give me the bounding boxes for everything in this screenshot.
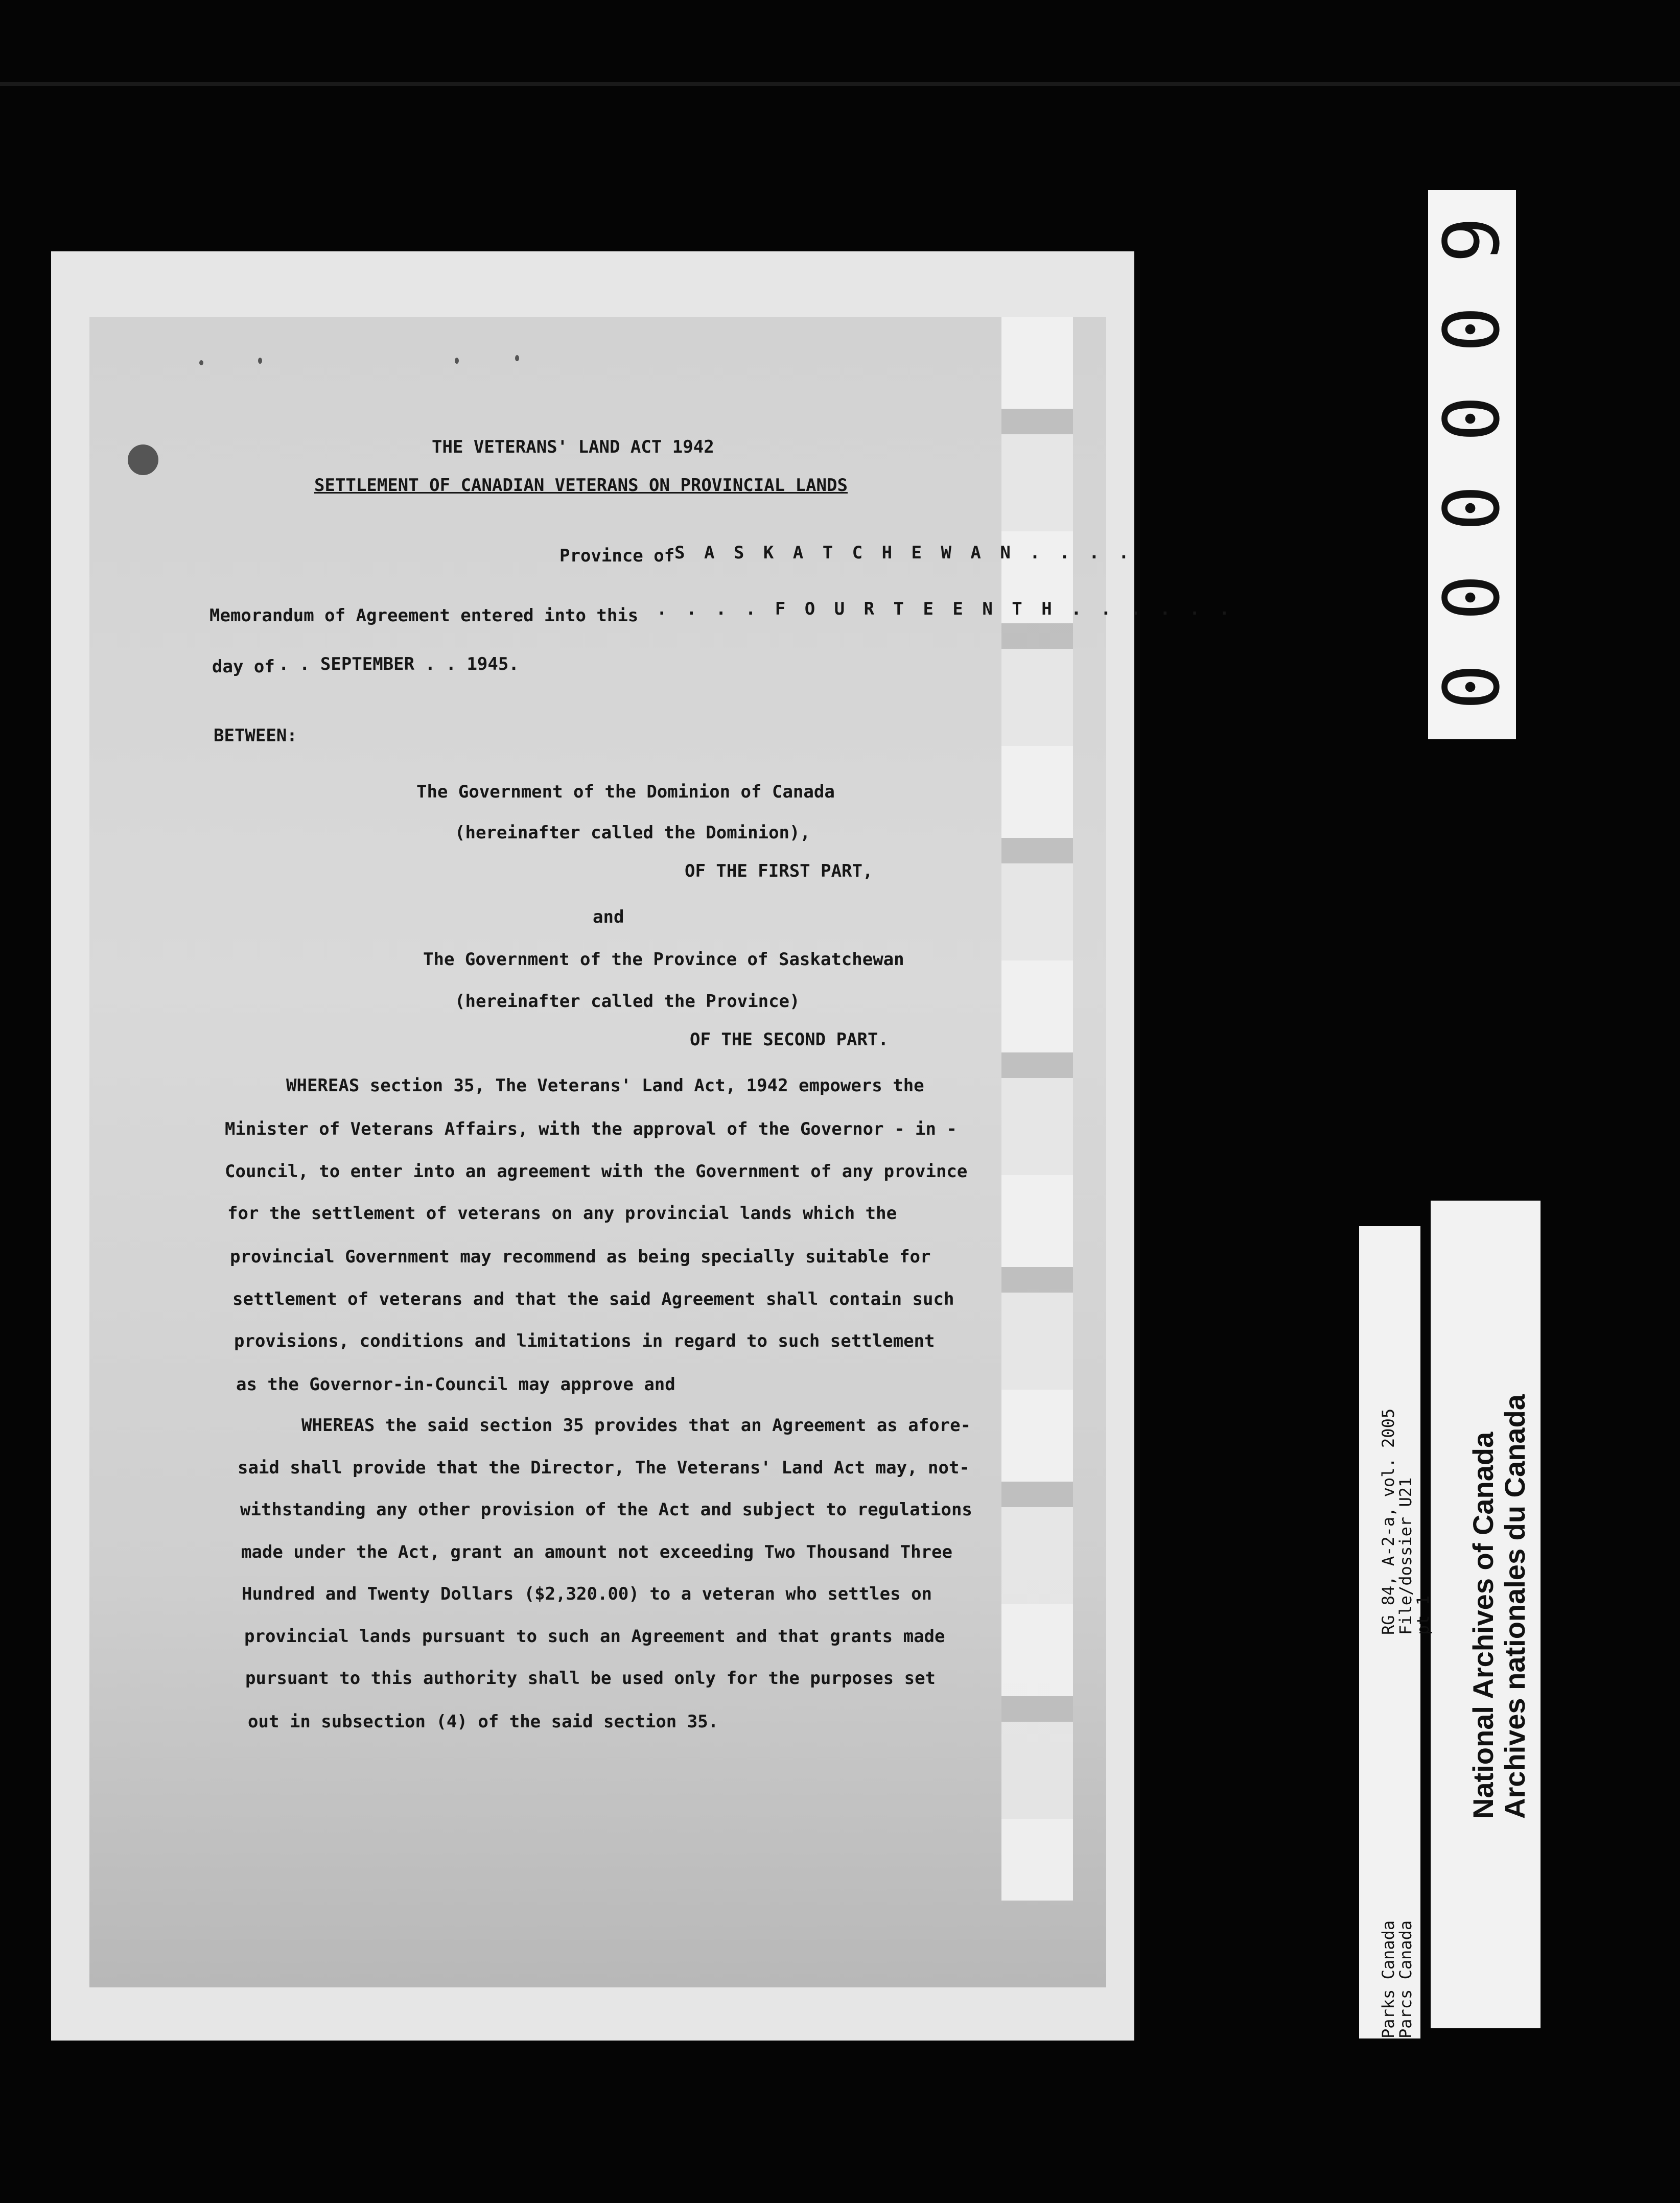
paragraph-line: provincial lands pursuant to such an Agreement and that grants made [244, 1626, 945, 1647]
paragraph-line: for the settlement of veterans on any provincial lands which the [227, 1203, 897, 1224]
file-ref: File/dossier U21 [1396, 1477, 1415, 1635]
memo-label: Memorandum of Agreement entered into this [209, 605, 639, 626]
day-value: . . SEPTEMBER . . 1945. [278, 654, 519, 674]
paragraph-line: as the Governor-in-Council may approve and [236, 1374, 675, 1395]
party2-called: (hereinafter called the Province) [455, 991, 800, 1012]
party2-name: The Government of the Province of Saskatchewan [423, 949, 904, 970]
stain-mark [258, 358, 262, 364]
stain-mark [455, 358, 459, 364]
between-heading: BETWEEN: [214, 725, 297, 746]
stain-mark [128, 444, 158, 475]
memo-date-value: . . . . F O U R T E E N T H . . . . . . [657, 599, 1234, 619]
paragraph-line: provincial Government may recommend as being specially suitable for [230, 1247, 931, 1267]
party2-part: OF THE SECOND PART. [690, 1029, 889, 1050]
paragraph-line: provisions, conditions and limitations in regard to such settlement [234, 1331, 935, 1351]
frame-digit: 0 [1428, 395, 1516, 442]
paragraph-line: WHEREAS the said section 35 provides that an Agreement as afore- [301, 1415, 971, 1436]
and-connector: and [593, 907, 624, 927]
frame-digit: 0 [1428, 664, 1516, 710]
paragraph-line: Council, to enter into an agreement with the Government of any province [225, 1161, 968, 1182]
paragraph-line: Hundred and Twenty Dollars ($2,320.00) to a veteran who settles on [242, 1584, 932, 1604]
part-ref: pt 1 [1413, 1595, 1433, 1635]
paragraph-line: out in subsection (4) of the said section 35. [248, 1712, 719, 1732]
archives-name-en: National Archives of Canada [1467, 1432, 1499, 1819]
stain-mark [515, 355, 519, 361]
parks-label-fr: Parcs Canada [1396, 1920, 1415, 2038]
frame-counter [1428, 190, 1516, 739]
paragraph-line: said shall provide that the Director, The Veterans' Land Act may, not- [238, 1458, 970, 1478]
frame-digit: 0 [1428, 306, 1516, 353]
party1-part: OF THE FIRST PART, [685, 861, 873, 881]
record-group-ref: RG 84, A-2-a, vol. 2005 [1379, 1408, 1398, 1635]
document-subtitle: SETTLEMENT OF CANADIAN VETERANS ON PROVINCIAL LANDS [314, 475, 848, 496]
document-page [89, 317, 1106, 1987]
paragraph-line: settlement of veterans and that the said Agreement shall contain such [232, 1289, 954, 1309]
paragraph-line: made under the Act, grant an amount not exceeding Two Thousand Three [241, 1542, 952, 1562]
frame-digit: 9 [1428, 217, 1516, 263]
frame-digit: 0 [1428, 574, 1516, 621]
paragraph-line: Minister of Veterans Affairs, with the approval of the Governor - in - [225, 1119, 957, 1139]
party1-name: The Government of the Dominion of Canada [416, 782, 835, 802]
day-label: day of [212, 657, 275, 677]
parks-label-en: Parks Canada [1379, 1920, 1398, 2038]
province-value: S A S K A T C H E W A N . . . . [674, 543, 1134, 563]
archives-name-fr: Archives nationales du Canada [1499, 1394, 1531, 1819]
stain-mark [199, 360, 203, 365]
party1-called: (hereinafter called the Dominion), [455, 823, 810, 843]
province-label: Province of [559, 546, 675, 566]
paragraph-line: withstanding any other provision of the Act and subject to regulations [240, 1499, 972, 1520]
paragraph-line: pursuant to this authority shall be used only for the purposes set [245, 1668, 936, 1689]
film-edge [0, 82, 1680, 86]
paragraph-line: WHEREAS section 35, The Veterans' Land Act, 1942 empowers the [286, 1075, 924, 1096]
document-title: THE VETERANS' LAND ACT 1942 [432, 437, 714, 457]
frame-digit: 0 [1428, 485, 1516, 531]
